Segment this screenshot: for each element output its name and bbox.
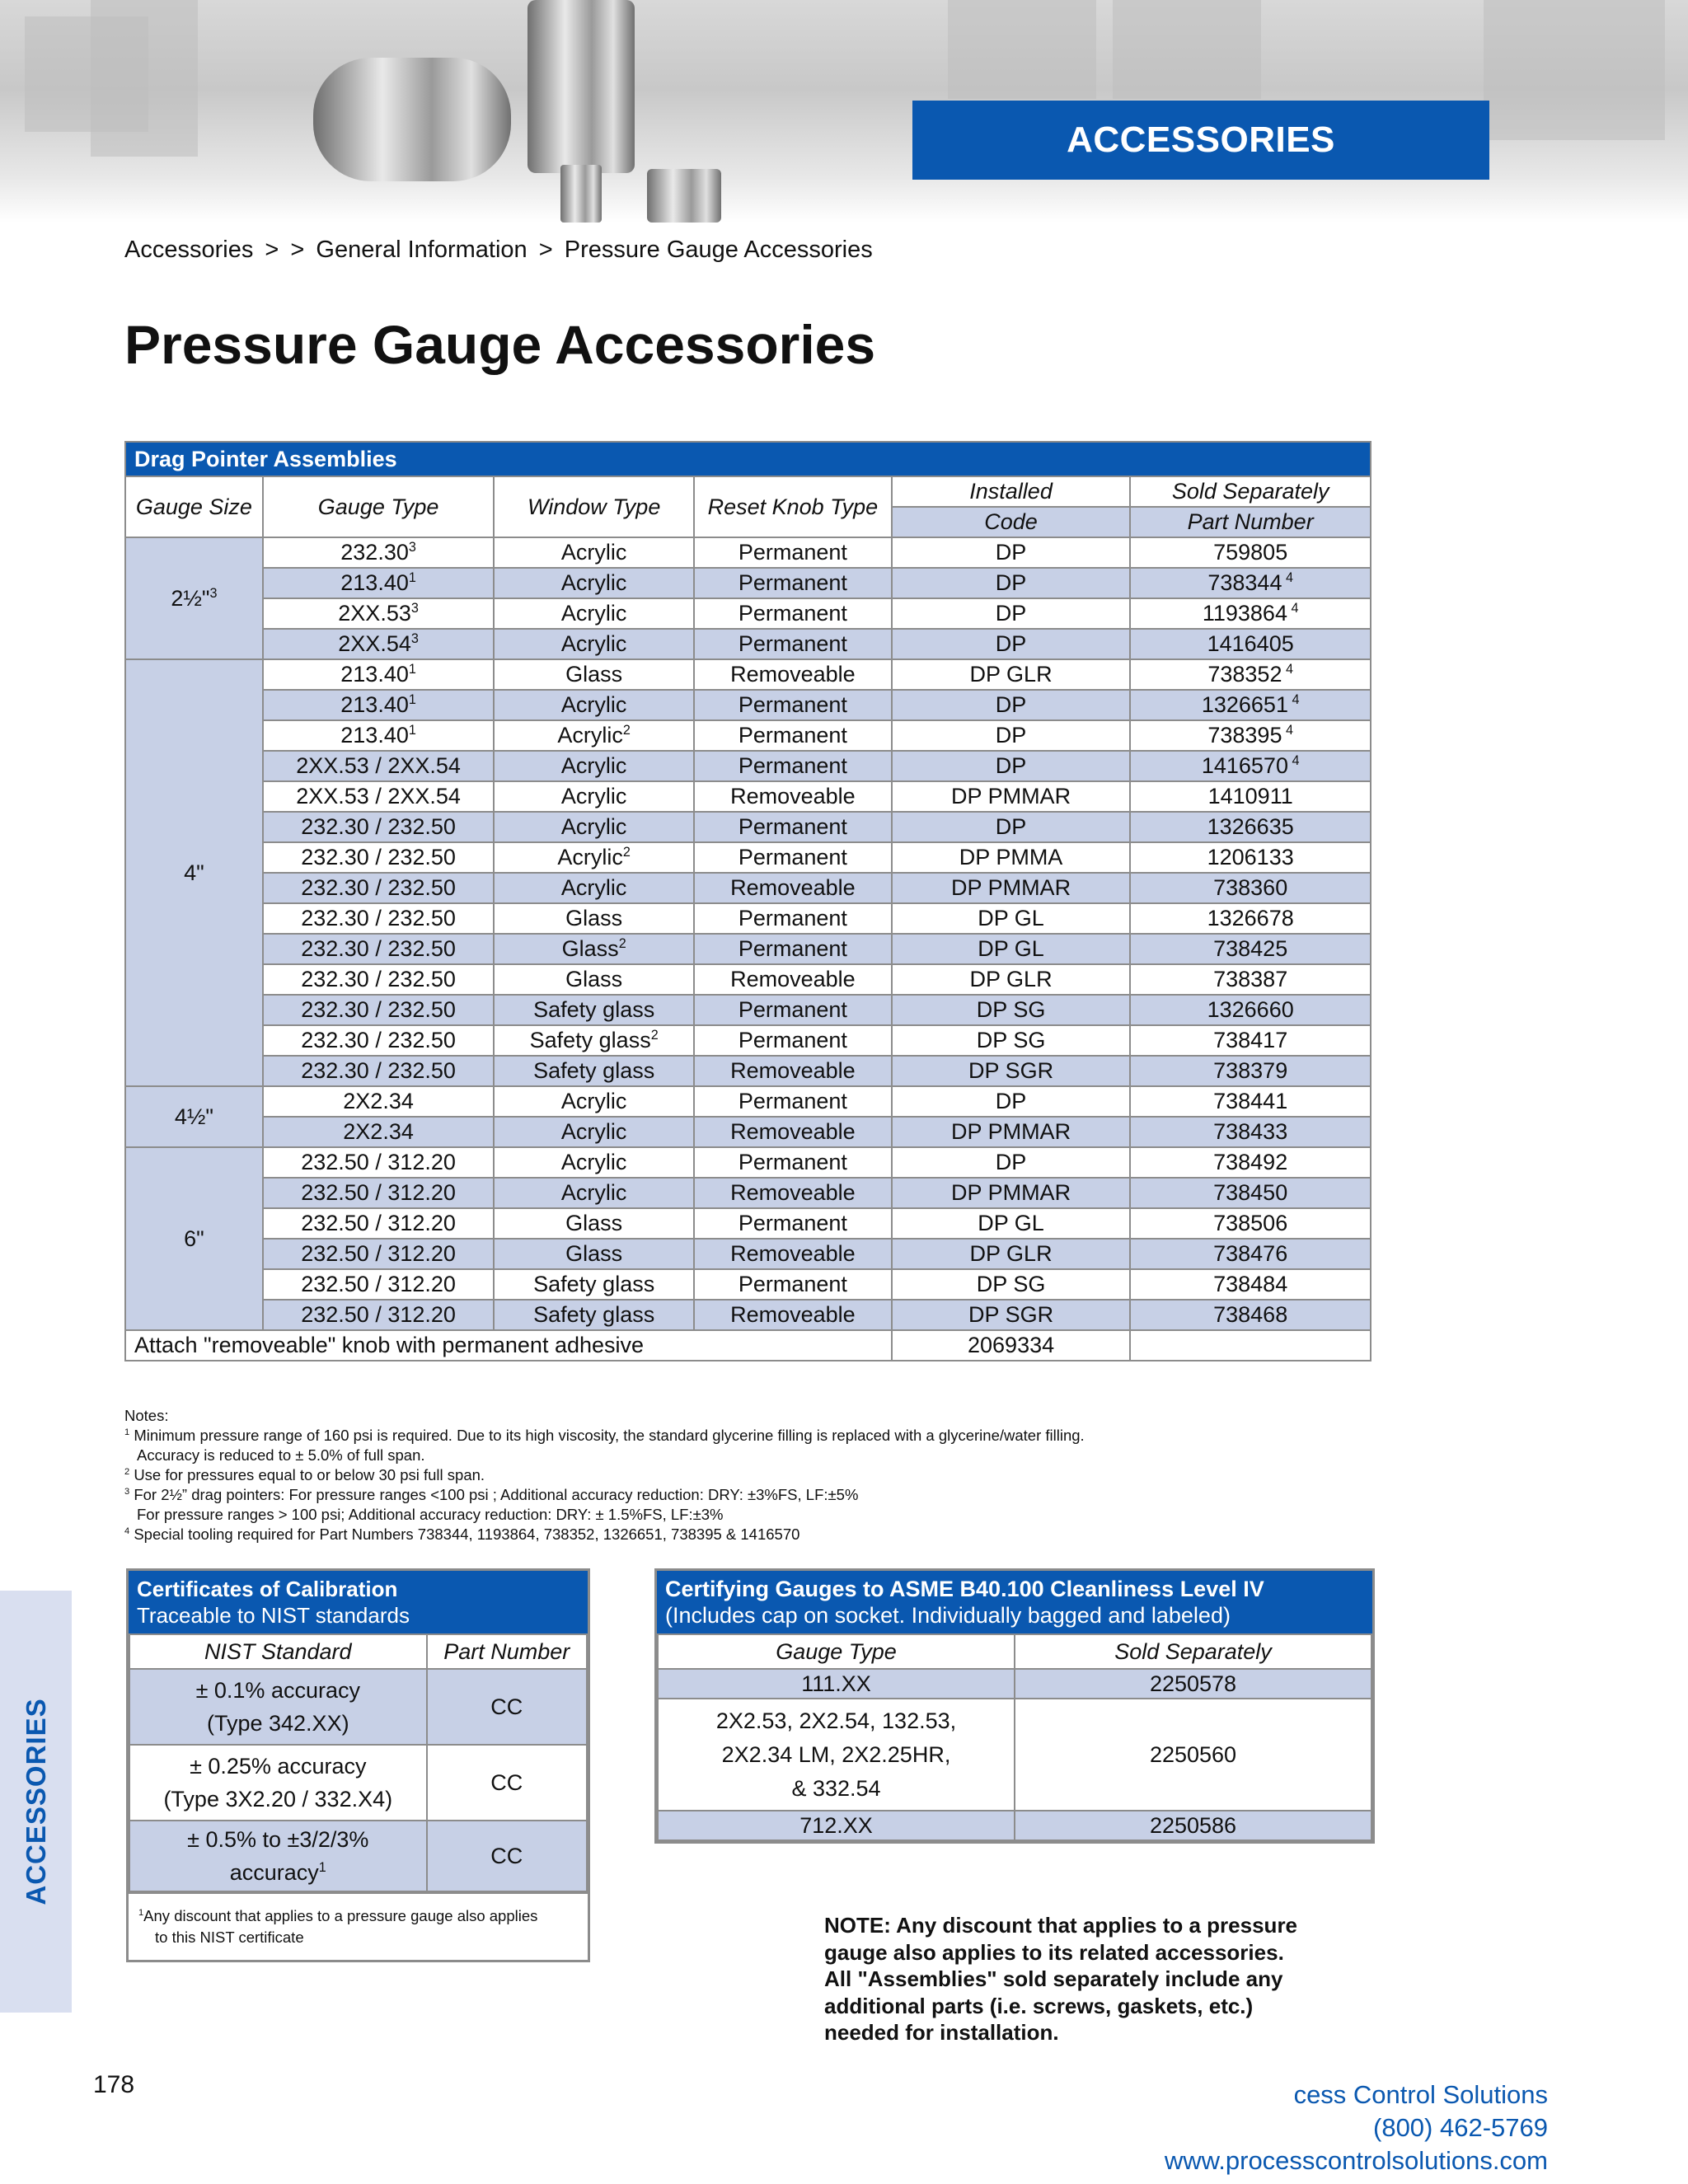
note-marker: 3 (124, 1486, 130, 1497)
cell-code: DP (892, 690, 1131, 720)
col-header-sold-separately: Sold Separately (1015, 1634, 1372, 1669)
cell-code: DP (892, 720, 1131, 751)
cell-window-type: Acrylic (494, 1178, 694, 1208)
cell-window-type: Glass (494, 964, 694, 995)
cell-window-type: Safety glass (494, 1269, 694, 1300)
note-line: additional parts (i.e. screws, gaskets, etc.) (824, 1993, 1254, 2018)
cell-part-number: 738492 (1130, 1147, 1371, 1178)
cell-part-number: 1206133 (1130, 842, 1371, 873)
table-row (125, 873, 1371, 903)
cell-code: DP (892, 598, 1131, 629)
table-row (125, 964, 1371, 995)
cell-window-type: Glass (494, 659, 694, 690)
cell-reset-knob: Permanent (694, 812, 892, 842)
side-tab (0, 1591, 72, 2013)
cell-gauge-type: 2X2.34 (263, 1086, 495, 1117)
cell-gauge-type: $2XX.53^3$ (263, 598, 495, 629)
breadcrumb-separator: > (290, 237, 305, 263)
cell-gauge-type: 232.30 / 232.50 (263, 903, 495, 934)
col-header-sold-separately: Sold Separately (1130, 476, 1371, 507)
cell-reset-knob: Permanent (694, 995, 892, 1025)
cell-gauge-size: 2½"$^3$ (125, 537, 263, 659)
note-marker: 4 (124, 1526, 130, 1536)
cell-code: DP (892, 1086, 1131, 1117)
asme-row-type: 111.XX (658, 1669, 1015, 1699)
cell-part-number: 738387 (1130, 964, 1371, 995)
breadcrumb-item[interactable]: General Information (316, 237, 528, 263)
cell-gauge-type: 2X2.34 (263, 1117, 495, 1147)
table-row (125, 903, 1371, 934)
cell-window-type: Glass (494, 903, 694, 934)
cell-code: DP GL (892, 934, 1131, 964)
cert-row-standard: ± 0.25% accuracy (Type 3X2.20 / 332.X4) (129, 1745, 427, 1821)
cell-part-number: 738360 (1130, 873, 1371, 903)
footer-company: cess Control Solutions (1293, 2080, 1548, 2109)
cell-reset-knob: Permanent (694, 598, 892, 629)
cell-reset-knob: Permanent (694, 1086, 892, 1117)
col-header-nist-standard: NIST Standard (129, 1634, 427, 1669)
header-banner (0, 0, 1688, 223)
asme-row-part: 2250578 (1015, 1669, 1372, 1699)
cell-part-number: 1326678 (1130, 903, 1371, 934)
asme-certifying-table (654, 1568, 1375, 1844)
cert-header (129, 1571, 588, 1633)
cell-window-type: Acrylic$^2$ (494, 720, 694, 751)
cell-window-type: Acrylic (494, 629, 694, 659)
cell-gauge-type: 232.50 / 312.20 (263, 1269, 495, 1300)
cert-row-standard: ± 0.1% accuracy (Type 342.XX) (129, 1669, 427, 1745)
asme-row-part: 2250560 (1015, 1699, 1372, 1811)
cell-window-type: Acrylic (494, 1147, 694, 1178)
cell-part-number: 1326651 $^4$ (1130, 690, 1371, 720)
cell-reset-knob: Permanent (694, 934, 892, 964)
table-row (125, 598, 1371, 629)
note-4 (124, 1525, 1085, 1544)
footer-contact (1165, 2079, 1548, 2177)
col-header-reset-knob: Reset Knob Type (694, 476, 892, 537)
table-row (125, 1300, 1371, 1330)
adhesive-row-label: Attach "removeable" knob with permanent adhesive (125, 1330, 892, 1361)
cell-part-number: 738379 (1130, 1056, 1371, 1086)
asme-title: Certifying Gauges to ASME B40.100 Cleanliness Level IV (665, 1577, 1264, 1601)
cell-code: DP (892, 537, 1131, 568)
asme-row-part: 2250586 (1015, 1811, 1372, 1840)
drag-table-body (125, 537, 1371, 1330)
footer-phone: (800) 462-5769 (1373, 2113, 1548, 2142)
breadcrumb-item[interactable]: Pressure Gauge Accessories (564, 237, 873, 263)
col-header-window-type: Window Type (494, 476, 694, 537)
cell-code: DP PMMAR (892, 1178, 1131, 1208)
cell-code: DP SG (892, 1269, 1131, 1300)
cell-code: DP GL (892, 903, 1131, 934)
cell-window-type: Acrylic (494, 751, 694, 781)
cell-window-type: Acrylic$^2$ (494, 842, 694, 873)
table-row (125, 1178, 1371, 1208)
cell-part-number: 738476 (1130, 1239, 1371, 1269)
note-2 (124, 1465, 1085, 1485)
banner-photo-tile (1484, 0, 1665, 140)
cell-code: DP (892, 1147, 1131, 1178)
note-text: Use for pressures equal to or below 30 psi full span. (134, 1466, 485, 1483)
cell-window-type: Acrylic (494, 690, 694, 720)
cell-gauge-type: 2XX.53 / 2XX.54 (263, 781, 495, 812)
breadcrumb (124, 237, 878, 264)
asme-header (657, 1571, 1372, 1633)
cell-gauge-type: 232.50 / 312.20 (263, 1178, 495, 1208)
table-row (125, 537, 1371, 568)
note-line: All "Assemblies" sold separately include any (824, 1966, 1283, 1991)
cell-code: DP PMMAR (892, 873, 1131, 903)
cell-gauge-type: 232.30 / 232.50 (263, 995, 495, 1025)
cell-part-number: 738352 $^4$ (1130, 659, 1371, 690)
cell-gauge-type: 213.40$^1$ (263, 568, 495, 598)
cell-code: DP (892, 629, 1131, 659)
col-header-gauge-size: Gauge Size (125, 476, 263, 537)
banner-photo-tile (1113, 0, 1261, 99)
cell-part-number: 738344 $^4$ (1130, 568, 1371, 598)
cell-gauge-size: 4" (125, 659, 263, 1086)
cell-gauge-type: 232.30 / 232.50 (263, 1056, 495, 1086)
cell-gauge-type: 213.40$^1$ (263, 720, 495, 751)
cell-code: DP (892, 568, 1131, 598)
coupling-fitting-image (313, 58, 511, 181)
note-marker: 1 (124, 1427, 130, 1437)
cell-code: DP PMMA (892, 842, 1131, 873)
cell-window-type: Glass (494, 1239, 694, 1269)
breadcrumb-separator: > (265, 237, 279, 263)
cell-window-type: Acrylic (494, 537, 694, 568)
table-row (125, 1025, 1371, 1056)
cell-reset-knob: Permanent (694, 568, 892, 598)
cell-part-number: 1416405 (1130, 629, 1371, 659)
table-row (125, 629, 1371, 659)
cell-part-number: 738441 (1130, 1086, 1371, 1117)
cell-reset-knob: Removeable (694, 964, 892, 995)
cell-gauge-size: 6" (125, 1147, 263, 1330)
table-row (125, 568, 1371, 598)
cell-reset-knob: Removeable (694, 1117, 892, 1147)
cert-footnote: $^1$Any discount that applies to a pressure gauge also applies to this NIST certificate (129, 1892, 588, 1960)
asme-row-type: 2X2.53, 2X2.54, 132.53, 2X2.34 LM, 2X2.25HR, & 332.54 (658, 1699, 1015, 1811)
cell-reset-knob: Permanent (694, 1025, 892, 1056)
cell-gauge-type: 232.30 / 232.50 (263, 812, 495, 842)
adapter-fitting-image (528, 0, 635, 173)
cell-code: DP SGR (892, 1056, 1131, 1086)
note-1-continued: Accuracy is reduced to ± 5.0% of full span. (137, 1446, 425, 1464)
table-row (125, 1208, 1371, 1239)
note-3 (124, 1485, 1085, 1505)
cell-reset-knob: Removeable (694, 781, 892, 812)
note-line: needed for installation. (824, 2020, 1059, 2045)
note-line: NOTE: Any discount that applies to a pressure (824, 1913, 1298, 1938)
cell-part-number: 738417 (1130, 1025, 1371, 1056)
cell-part-number: 738450 (1130, 1178, 1371, 1208)
note-1 (124, 1426, 1085, 1446)
cell-code: DP SGR (892, 1300, 1131, 1330)
cell-reset-knob: Removeable (694, 1239, 892, 1269)
cell-code: DP SG (892, 1025, 1131, 1056)
col-header-gauge-type: Gauge Type (263, 476, 495, 537)
col-header-part-number: Part Number (1130, 507, 1371, 537)
cell-reset-knob: Removeable (694, 1056, 892, 1086)
cell-part-number: 1326660 (1130, 995, 1371, 1025)
cell-reset-knob: Removeable (694, 1178, 892, 1208)
page-number: 178 (93, 2071, 135, 2098)
cert-subtitle: Traceable to NIST standards (137, 1603, 410, 1628)
cell-reset-knob: Permanent (694, 690, 892, 720)
adhesive-row-part: 2069334 (892, 1330, 1131, 1361)
cell-window-type: Safety glass (494, 1300, 694, 1330)
discount-note (824, 1912, 1352, 2046)
note-line: gauge also applies to its related accessories. (824, 1939, 1284, 1965)
cell-gauge-type: $2XX.54^3$ (263, 629, 495, 659)
cell-gauge-type: 213.40$^1$ (263, 690, 495, 720)
cell-window-type: Safety glass$^2$ (494, 1025, 694, 1056)
cert-row-part: CC (427, 1669, 587, 1745)
side-tab-label: ACCESSORIES (21, 1698, 51, 1905)
cell-part-number: 738506 (1130, 1208, 1371, 1239)
cert-row-part: CC (427, 1821, 587, 1891)
asme-row-type: 712.XX (658, 1811, 1015, 1840)
cell-reset-knob: Removeable (694, 873, 892, 903)
cell-code: DP GLR (892, 964, 1131, 995)
table-row (125, 842, 1371, 873)
cell-window-type: Safety glass (494, 995, 694, 1025)
cell-gauge-type: 232.30 / 232.50 (263, 964, 495, 995)
cell-window-type: Acrylic (494, 568, 694, 598)
cell-gauge-type: 213.40$^1$ (263, 659, 495, 690)
cell-window-type: Safety glass (494, 1056, 694, 1086)
cell-gauge-type: 232.30 / 232.50 (263, 934, 495, 964)
table-row (125, 812, 1371, 842)
section-title-box: ACCESSORIES (912, 101, 1489, 180)
note-3-continued: For pressure ranges > 100 psi; Additional accuracy reduction: DRY: ± 1.5%FS, LF:±3% (137, 1506, 724, 1523)
cell-reset-knob: Permanent (694, 1208, 892, 1239)
table-row (125, 995, 1371, 1025)
cell-reset-knob: Permanent (694, 751, 892, 781)
cell-part-number: 1326635 (1130, 812, 1371, 842)
footer-url[interactable]: www.processcontrolsolutions.com (1164, 2146, 1548, 2175)
cell-part-number: 738433 (1130, 1117, 1371, 1147)
cell-code: DP SG (892, 995, 1131, 1025)
table-row (125, 690, 1371, 720)
cell-reset-knob: Permanent (694, 1147, 892, 1178)
banner-photo-tile (948, 0, 1096, 99)
table-row (125, 720, 1371, 751)
cell-gauge-type: 232.50 / 312.20 (263, 1300, 495, 1330)
cell-window-type: Glass (494, 1208, 694, 1239)
cell-window-type: Acrylic (494, 598, 694, 629)
breadcrumb-separator: > (538, 237, 553, 263)
notes-heading: Notes: (124, 1407, 169, 1424)
table-row (125, 1147, 1371, 1178)
cell-reset-knob: Permanent (694, 903, 892, 934)
cell-gauge-type: 232.30 / 232.50 (263, 842, 495, 873)
adhesive-row-empty (1130, 1330, 1371, 1361)
cert-row-part: CC (427, 1745, 587, 1821)
cell-window-type: Acrylic (494, 873, 694, 903)
note-text: Minimum pressure range of 160 psi is required. Due to its high viscosity, the standard glycerine filling is replaced with a glycerine/water filling. (134, 1427, 1085, 1444)
breadcrumb-item[interactable]: Accessories (124, 237, 254, 263)
cell-reset-knob: Permanent (694, 629, 892, 659)
cell-gauge-type: 232.30 / 232.50 (263, 1025, 495, 1056)
cell-window-type: Acrylic (494, 1117, 694, 1147)
cell-gauge-type: 232.30 / 232.50 (263, 873, 495, 903)
table-row (125, 1056, 1371, 1086)
table-row (125, 1117, 1371, 1147)
cell-part-number: 1193864 $^4$ (1130, 598, 1371, 629)
table-row (125, 659, 1371, 690)
col-header-gauge-type: Gauge Type (658, 1634, 1015, 1669)
cell-part-number: 759805 (1130, 537, 1371, 568)
certificates-table (126, 1568, 590, 1962)
page-title: Pressure Gauge Accessories (124, 314, 876, 375)
col-header-installed: Installed (892, 476, 1131, 507)
cell-part-number: 738425 (1130, 934, 1371, 964)
pins-image (647, 169, 721, 223)
table-row (125, 751, 1371, 781)
note-text: For 2½” drag pointers: For pressure ranges <100 psi ; Additional accuracy reduction: DRY: ±3%FS, LF:±5% (134, 1486, 859, 1503)
cell-part-number: 1410911 (1130, 781, 1371, 812)
note-text: Special tooling required for Part Numbers 738344, 1193864, 738352, 1326651, 738395 & 1416570 (134, 1526, 800, 1543)
cell-code: DP GLR (892, 1239, 1131, 1269)
table-title: Drag Pointer Assemblies (125, 442, 1371, 476)
table-row (125, 1086, 1371, 1117)
cell-code: DP (892, 751, 1131, 781)
col-header-code: Code (892, 507, 1131, 537)
cell-window-type: Glass$^2$ (494, 934, 694, 964)
cell-reset-knob: Removeable (694, 659, 892, 690)
adapter-thread-image (560, 165, 602, 223)
cell-reset-knob: Permanent (694, 842, 892, 873)
cell-window-type: Acrylic (494, 781, 694, 812)
cell-part-number: 738468 (1130, 1300, 1371, 1330)
cell-reset-knob: Removeable (694, 1300, 892, 1330)
notes (124, 1406, 1085, 1544)
table-row (125, 1239, 1371, 1269)
cell-code: DP PMMAR (892, 1117, 1131, 1147)
cell-gauge-type: 2XX.53 / 2XX.54 (263, 751, 495, 781)
note-marker: 2 (124, 1466, 130, 1477)
cell-gauge-type: 232.30$^3$ (263, 537, 495, 568)
cell-reset-knob: Permanent (694, 537, 892, 568)
cert-row-standard: ± 0.5% to ±3/2/3% accuracy$^1$ (129, 1821, 427, 1891)
cell-part-number: 738395 $^4$ (1130, 720, 1371, 751)
table-row (125, 934, 1371, 964)
cell-gauge-type: 232.50 / 312.20 (263, 1239, 495, 1269)
cell-code: DP (892, 812, 1131, 842)
cell-gauge-type: 232.50 / 312.20 (263, 1208, 495, 1239)
drag-pointer-table (124, 441, 1372, 1361)
cell-code: DP GL (892, 1208, 1131, 1239)
cell-code: DP GLR (892, 659, 1131, 690)
cell-gauge-type: 232.50 / 312.20 (263, 1147, 495, 1178)
cell-part-number: 1416570 $^4$ (1130, 751, 1371, 781)
cert-title: Certificates of Calibration (137, 1577, 398, 1601)
cell-part-number: 738484 (1130, 1269, 1371, 1300)
cell-window-type: Acrylic (494, 1086, 694, 1117)
cell-window-type: Acrylic (494, 812, 694, 842)
cell-gauge-size: 4½" (125, 1086, 263, 1147)
cell-reset-knob: Permanent (694, 720, 892, 751)
asme-subtitle: (Includes cap on socket. Individually bagged and labeled) (665, 1603, 1231, 1628)
col-header-part-number: Part Number (427, 1634, 587, 1669)
banner-photo-tile (91, 0, 198, 157)
table-row (125, 1269, 1371, 1300)
table-row (125, 781, 1371, 812)
cell-reset-knob: Permanent (694, 1269, 892, 1300)
cell-code: DP PMMAR (892, 781, 1131, 812)
